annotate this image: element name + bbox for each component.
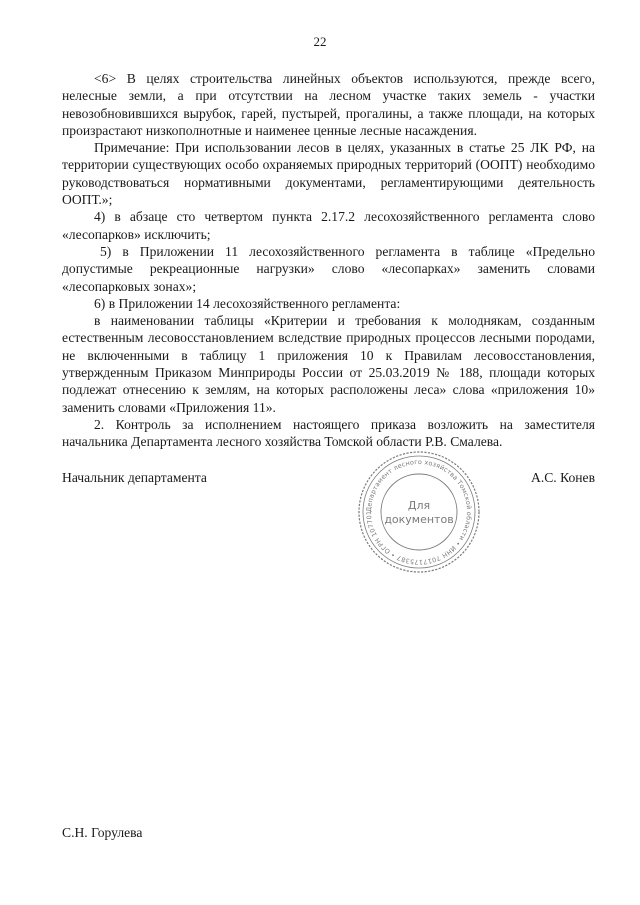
signatory-name: А.С. Конев (531, 470, 595, 485)
seal-inner-ring (381, 474, 457, 550)
executor-name: С.Н. Горулева (62, 825, 143, 840)
document-body (62, 70, 595, 451)
paragraph-item-5: 5) в Приложении 11 лесохозяйственного регламента в таблице «Предельно допустимые рекреационные нагрузки» слово «лесопарках» заменить словами «лесопарковых зонах»; (62, 243, 595, 294)
page-number: 22 (313, 34, 327, 49)
seal-center-line-2: документов (384, 513, 454, 526)
seal-center-line-1: Для (407, 499, 431, 512)
seal-middle-ring (363, 456, 475, 568)
signatory-position: Начальник департамента (62, 470, 207, 485)
paragraph-item-4: 4) в абзаце сто четвертом пункта 2.17.2 лесохозяйственного регламента слово «лесопарков» исключить; (62, 209, 595, 242)
seal-ring-text: Департамент лесного хозяйства Томской области • ИНН 7017175387 • ОГРН 107701 (364, 457, 474, 567)
paragraph-table-title-change: в наименовании таблицы «Критерии и требования к молоднякам, созданным естественным лесовосстановлением вследствие природных процессов лесными породами, не включенными в таблицу 1 приложения 10 к Правилам лесовосстановления, утвержденным Приказом Минприроды России от 25.03.2019 № 188, площади которых подлежат отнесению к землям, на которых расположены леса» слова «приложения 10» заменить словами «Приложения 11». (62, 313, 595, 415)
paragraph-control: 2. Контроль за исполнением настоящего приказа возложить на заместителя начальника Департамента лесного хозяйства Томской области Р.В. Смалева. (62, 416, 595, 450)
seal-outer-ring (359, 452, 479, 572)
paragraph-note-oopt: Примечание: При использовании лесов в целях, указанных в статье 25 ЛК РФ, на территории существующих особо охраняемых природных территорий (ООПТ) необходимо руководствоваться нормативными документами, регламентирующими деятельность ООПТ.»; (62, 140, 595, 208)
paragraph-linear-objects: <6> В целях строительства линейных объектов используются, прежде всего, нелесные земли, а при отсутствии на лесном участке таких земель - участки невозобновившихся вырубок, гарей, пустырей, прогалины, а также площади, на которых произрастают низкополнотные и наименее ценные лесные насаждения. (62, 71, 595, 138)
paragraph-item-6: 6) в Приложении 14 лесохозяйственного регламента: (94, 295, 401, 311)
official-seal-stamp (354, 447, 484, 577)
seal-graphic (354, 447, 484, 577)
